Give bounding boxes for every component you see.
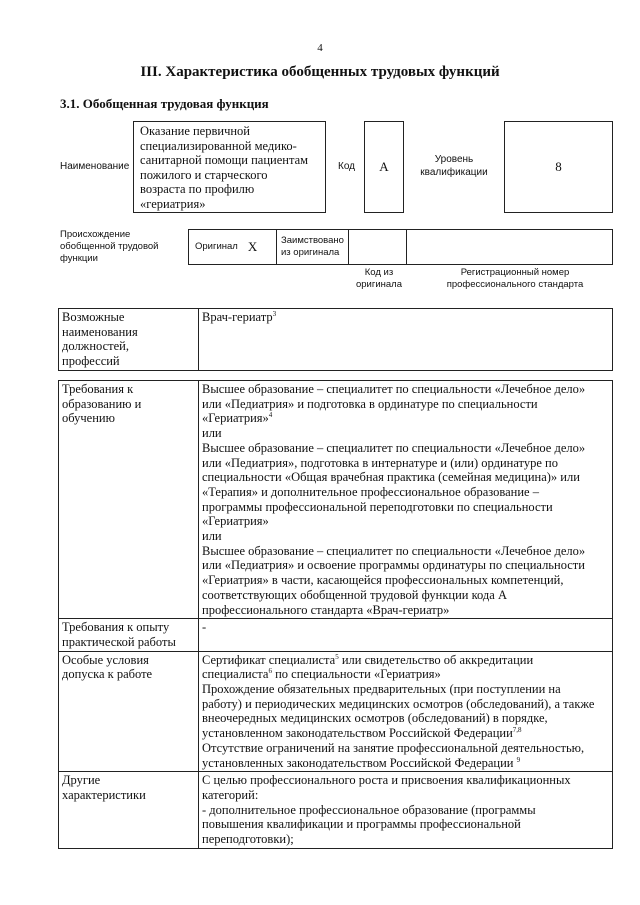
positions-row	[59, 309, 613, 371]
education-label-line: образованию и	[62, 396, 142, 411]
footnote-ref: 4	[268, 411, 273, 420]
name-line: Оказание первичной	[140, 124, 250, 138]
level-label	[410, 153, 498, 179]
education-line-text: специальности «Общая врачебная практика (семейная медицина)» или	[202, 470, 580, 485]
experience-value: -	[199, 619, 613, 651]
education-value	[199, 381, 613, 619]
footnote-ref: 3	[272, 309, 277, 318]
borrowed-label-line: из оригинала	[281, 247, 340, 258]
admission-line	[202, 667, 609, 682]
education-line	[202, 603, 609, 618]
education-line-text: программы профессиональной переподготовки по специальности	[202, 499, 553, 514]
positions-label-line: должностей,	[62, 339, 129, 354]
admission-line-text: установленных законодательством Российской Федерации	[202, 755, 517, 770]
admission-label-line: Особые условия	[62, 652, 149, 667]
education-line	[202, 456, 609, 471]
admission-value	[199, 651, 613, 772]
admission-line	[202, 653, 609, 668]
borrowed-label-line: Заимствовано	[281, 235, 344, 246]
reg-number-cell	[407, 230, 612, 264]
education-line	[202, 588, 609, 603]
admission-line-text: по специальности «Гериатрия»	[271, 667, 441, 682]
education-line	[202, 470, 609, 485]
education-line-text: «Гериатрия» в части, касающейся профессиональных компетенций,	[202, 573, 564, 588]
education-line-text: соответствующих обобщенной трудовой функции кода А	[202, 587, 507, 602]
education-line	[202, 485, 609, 500]
education-row	[59, 381, 613, 619]
name-box	[133, 121, 326, 213]
other-line: категорий:	[202, 787, 259, 802]
footnote-ref: 6	[268, 667, 272, 676]
admission-line-text: Прохождение обязательных предварительных (при поступлении на	[202, 682, 561, 697]
other-label-line: Другие	[62, 773, 101, 788]
education-line	[202, 441, 609, 456]
education-line	[202, 573, 609, 588]
other-label	[59, 772, 199, 849]
code-label: Код	[338, 161, 356, 172]
other-label-line: характеристики	[62, 787, 146, 802]
footnote-ref: 5	[335, 652, 339, 661]
admission-line	[202, 756, 609, 771]
origin-label-line: функции	[60, 253, 98, 264]
admission-line	[202, 711, 609, 726]
footnote-ref: 7,8	[512, 726, 522, 735]
other-line: переподготовки);	[202, 832, 294, 847]
experience-label	[59, 619, 199, 651]
education-line	[202, 500, 609, 515]
origin-table	[188, 229, 613, 265]
other-line: С целью профессионального роста и присвоения квалификационных	[202, 773, 571, 788]
reg-caption-line: Регистрационный номер	[460, 267, 570, 278]
level-value: 8	[504, 121, 613, 213]
reg-caption-line: профессионального стандарта	[446, 279, 584, 290]
subsection-title: 3.1. Обобщенная трудовая функция	[60, 96, 269, 111]
education-line	[202, 544, 609, 559]
code-caption	[348, 267, 410, 291]
name-line: возраста по профилю	[140, 182, 255, 196]
reg-caption	[420, 267, 610, 291]
admission-line-text: Сертификат специалиста	[202, 652, 336, 667]
education-label-line: обучению	[62, 411, 115, 426]
code-caption-line: Код из	[364, 267, 394, 278]
education-label-line: Требования к	[62, 382, 134, 396]
positions-label-line: наименования	[62, 324, 138, 339]
admission-row	[59, 651, 613, 772]
level-label-line: Уровень	[434, 154, 474, 165]
education-line-text: «Гериатрия»	[202, 411, 269, 426]
other-row	[59, 772, 613, 849]
name-line: «гериатрия»	[140, 196, 206, 211]
code-caption-line: оригинала	[355, 279, 402, 290]
education-line-text: «Гериатрия»	[202, 514, 269, 529]
experience-row	[59, 619, 613, 651]
name-line: санитарной помощи пациентам	[140, 153, 309, 167]
education-line-text: или «Педиатрия» и освоение программы ординатуры по специальности	[202, 558, 585, 573]
origin-label-line: Происхождение	[60, 229, 131, 240]
education-line	[202, 426, 609, 441]
positions-table	[58, 308, 613, 371]
education-line-text: Высшее образование – специалитет по специальности «Лечебное дело»	[202, 543, 586, 558]
admission-line	[202, 682, 609, 697]
original-code-cell	[349, 230, 407, 264]
admission-line	[202, 741, 609, 756]
requirements-table	[58, 380, 613, 849]
education-line	[202, 382, 609, 397]
borrowed-cell	[277, 230, 349, 264]
education-line-text: или	[202, 529, 222, 544]
original-label: Оригинал	[195, 241, 238, 252]
name-line: пожилого и старческого	[140, 167, 268, 182]
education-line	[202, 558, 609, 573]
section-title: III. Характеристика обобщенных трудовых функций	[140, 64, 500, 80]
positions-label-line: профессий	[62, 354, 120, 369]
education-line-text: Высшее образование – специалитет по специальности «Лечебное дело»	[202, 440, 586, 455]
education-line	[202, 411, 609, 426]
original-mark: X	[247, 239, 258, 254]
education-line-text: или «Педиатрия», подготовка в интернатуре и (или) ординатуре по	[202, 455, 558, 470]
other-line: повышения квалификации и программы профессиональной	[202, 817, 521, 832]
code-value: А	[364, 121, 404, 213]
origin-label	[60, 229, 158, 265]
education-line	[202, 397, 609, 412]
experience-label-line: практической работы	[62, 634, 176, 649]
admission-line	[202, 697, 609, 712]
admission-line-text: или свидетельство об аккредитации	[338, 652, 534, 667]
education-line-text: или «Педиатрия» и подготовка в ординатуре по специальности	[202, 396, 538, 411]
education-line-text: Высшее образование – специалитет по специальности «Лечебное дело»	[202, 382, 586, 396]
education-label	[59, 381, 199, 619]
education-line	[202, 514, 609, 529]
admission-line-text: внеочередных медицинских осмотров (обследований) в порядке,	[202, 711, 548, 726]
education-line-text: профессионального стандарта «Врач-гериатр»	[202, 602, 450, 617]
other-line: - дополнительное профессиональное образование (программы	[202, 802, 536, 817]
admission-label	[59, 651, 199, 772]
positions-label	[59, 309, 199, 371]
admission-line-text: Отсутствие ограничений на занятие профессиональной деятельностью,	[202, 740, 585, 755]
level-label-line: квалификации	[420, 167, 488, 178]
origin-label-line: обобщенной трудовой	[60, 241, 159, 252]
admission-line-text: работу) и периодических медицинских осмотров (обследований), а также	[202, 696, 595, 711]
admission-line-text: установленном законодательством Российской Федерации	[202, 726, 513, 741]
positions-label-line: Возможные	[62, 310, 125, 324]
education-line	[202, 529, 609, 544]
positions-value	[199, 309, 613, 371]
education-line-text: или	[202, 426, 222, 441]
other-value	[199, 772, 613, 849]
position-name: Врач-гериатр	[202, 310, 273, 324]
name-label: Наименование	[60, 161, 130, 172]
admission-line-text: специалиста	[202, 667, 269, 682]
admission-line	[202, 726, 609, 741]
education-line-text: «Терапия» и дополнительное профессиональное образование –	[202, 484, 539, 499]
name-line: специализированной медико-	[140, 138, 297, 153]
original-cell	[189, 230, 277, 264]
page-number: 4	[317, 42, 323, 54]
experience-label-line: Требования к опыту	[62, 620, 170, 635]
footnote-ref: 9	[516, 755, 521, 764]
admission-label-line: допуска к работе	[62, 667, 153, 682]
